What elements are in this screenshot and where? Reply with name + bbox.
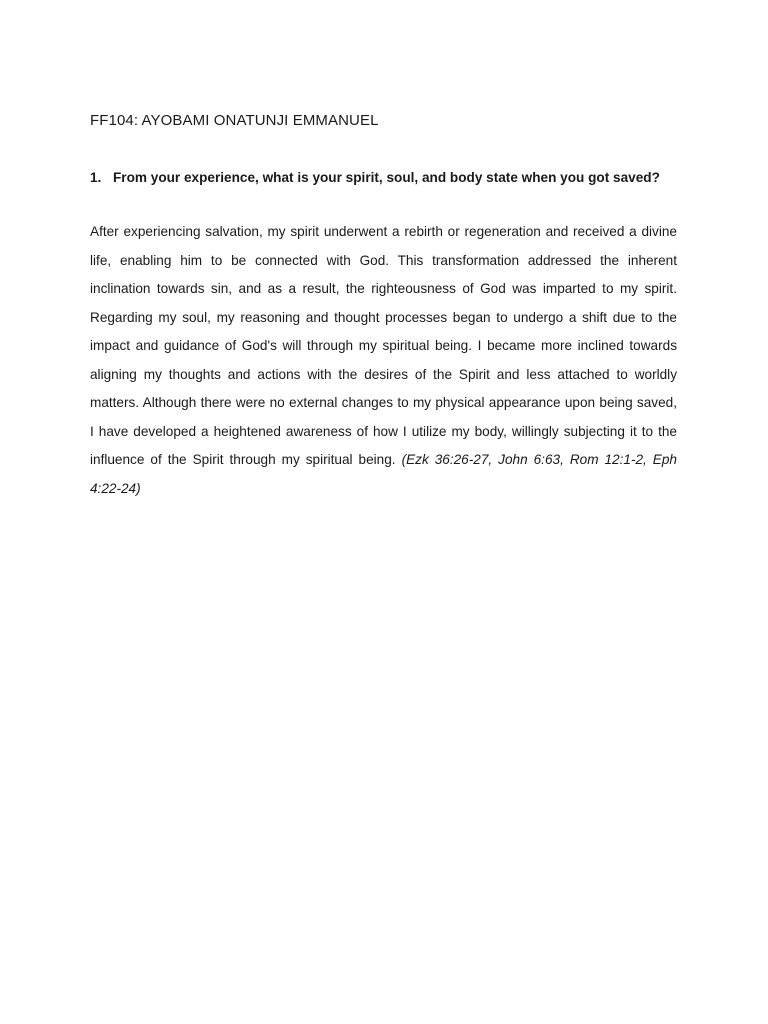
answer-paragraph [90,218,677,503]
question-1 [90,168,677,188]
document-title: FF104: AYOBAMI ONATUNJI EMMANUEL [90,112,379,129]
answer-body: After experiencing salvation, my spirit underwent a rebirth or regeneration and received a divine life, enabling him to be connected with God. This transformation addressed the inherent inclination towards sin, and as a result, the righteousness of God was imparted to my spirit. Regarding my soul, my reasoning and thought processes began to undergo a shift due to the impact and guidance of God's will through my spiritual being. I became more inclined towards aligning my thoughts and actions with the desires of the Spirit and less attached to worldly matters. Although there were no external changes to my physical appearance upon being saved, I have developed a heightened awareness of how I utilize my body, willingly subjecting it to the influence of the Spirit through my spiritual being. [90,224,677,467]
question-number: 1. [90,170,102,185]
scripture-references: (Ezk 36:26-27, John 6:63, Rom 12:1-2, Eph 4:22-24) [90,452,677,496]
document-content [90,110,677,503]
question-text: From your experience, what is your spirit, soul, and body state when you got saved? [113,170,660,185]
